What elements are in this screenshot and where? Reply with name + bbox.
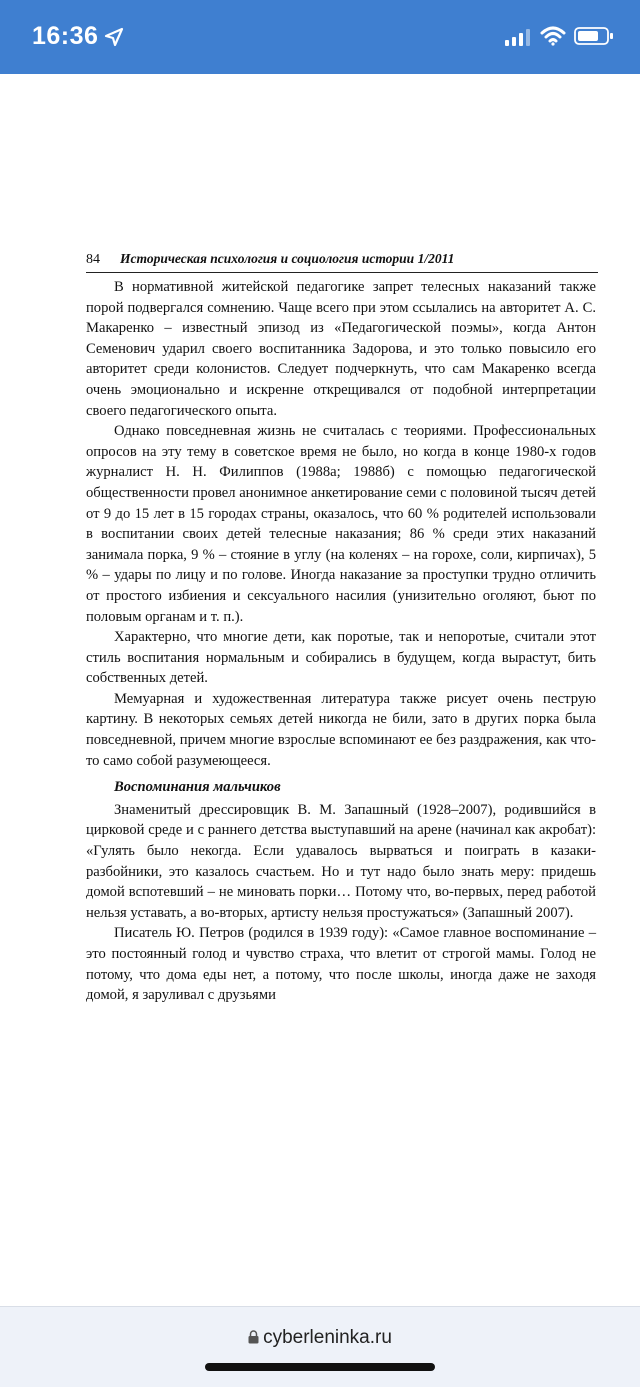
address-bar[interactable] bbox=[0, 1327, 640, 1349]
status-time: 16:36 bbox=[32, 22, 99, 50]
paragraph: В нормативной житейской педагогике запрет телесных наказаний также порой подвергался сомнению. Чаще всего при этом ссылались на авторитет А. С. Макаренко – известный эпизод из «Педагогической поэмы», когда Антон Семенович ударил своего воспитанника Задорова, и это только повысило его авторитет среди колонистов. Следует подчеркнуть, что сам Макаренко всегда очень эмоционально и искренне открещивался от подобной интерпретации своего педагогического опыта. bbox=[86, 279, 596, 419]
page-number: 84 bbox=[86, 252, 100, 267]
location-arrow-icon bbox=[104, 27, 124, 47]
browser-bottom-bar bbox=[0, 1306, 640, 1387]
paragraph: Характерно, что многие дети, как поротые, так и непоротые, считали этот стиль воспитания нормальным и собирались в будущем, когда вырастут, бить собственных детей. bbox=[86, 629, 596, 687]
lock-icon bbox=[248, 1330, 259, 1344]
article-text bbox=[86, 277, 596, 1006]
home-indicator[interactable] bbox=[205, 1363, 435, 1371]
journal-title: Историческая психология и социология истории 1/2011 bbox=[120, 251, 455, 266]
document-page[interactable] bbox=[0, 74, 640, 1306]
section-heading: Воспоминания мальчиков bbox=[114, 779, 281, 796]
paragraph: Писатель Ю. Петров (родился в 1939 году): «Самое главное воспоминание – это постоянный голод и чувство страха, что влетит от строгой мамы. Голод не потому, что дома еды нет, а потому, что после школы, иногда даже не заходя домой, я заруливал с друзьями bbox=[86, 925, 596, 1004]
status-bar bbox=[0, 0, 640, 74]
signal-icon bbox=[505, 28, 531, 46]
paragraph: Знаменитый дрессировщик В. М. Запашный (1928–2007), родившийся в цирковой среде и с раннего детства выступавший на арене (начинал как акробат): «Гулять было некогда. Если удавалось вырваться и поиграть в казаки-разбойники, это казалось счастьем. Но и тут надо было знать меру: придешь домой вспотевший – не миновать порки… Потому что, во-первых, перед работой нельзя уставать, а во-вторых, артисту нельзя простужаться» (Запашный 2007). bbox=[86, 801, 596, 921]
wifi-icon bbox=[540, 26, 566, 46]
battery-icon bbox=[574, 26, 614, 46]
running-head bbox=[86, 250, 598, 273]
paragraph: Мемуарная и художественная литература также рисует очень пеструю картину. В некоторых семьях детей никогда не били, зато в других порка была повседневной, причем многие взрослые вспоминают ее без раздражения, как что-то само собой разумеющееся. bbox=[86, 690, 596, 769]
url-text: cyberleninka.ru bbox=[263, 1327, 392, 1348]
paragraph: Однако повседневная жизнь не считалась с теориями. Профессиональных опросов на эту тему в советское время не было, но когда в конце 1980-х годов журналист Н. Н. Филиппов (1988а; 1988б) с помощью педагогической общественности провел анонимное анкетирование семи с половиной тысяч детей от 9 до 15 лет в 15 городах страны, оказалось, что 60 % родителей использовали в воспитании своих детей телесные наказания; 86 % среди этих наказаний занимала порка, 9 % – стояние в углу (на коленях – на горохе, соли, кирпичах), 5 % – удары по лицу и по голове. Иногда наказание за проступки трудно отличить от простого избиения и сексуального насилия (унизительно оголяют, бьют по половым органам и т. п.). bbox=[86, 423, 596, 625]
